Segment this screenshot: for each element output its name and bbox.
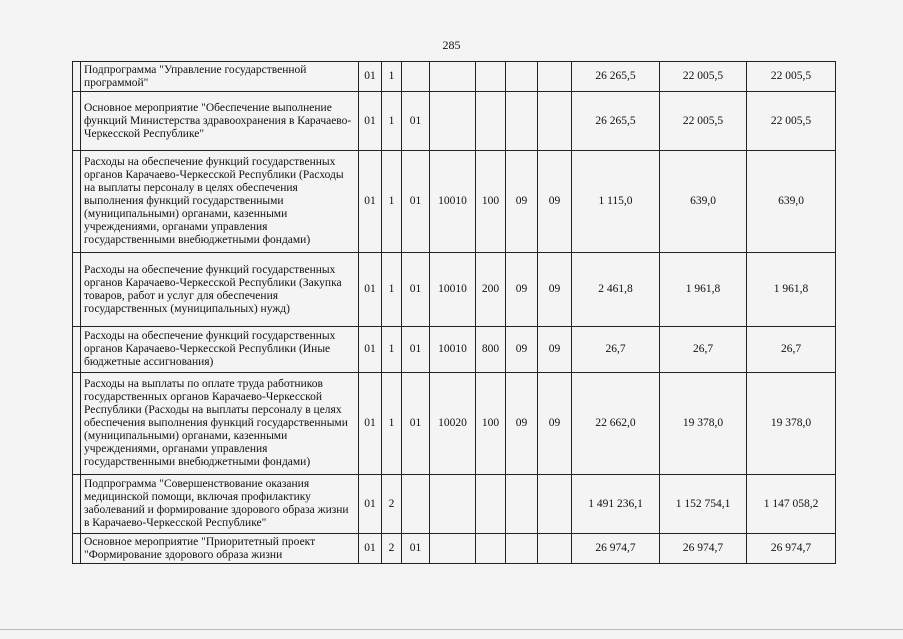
code-cell: [402, 62, 430, 92]
amount-cell: 19 378,0: [660, 373, 747, 475]
table-row: [73, 62, 836, 92]
amount-cell: 22 005,5: [747, 62, 836, 92]
code-cell: 01: [359, 253, 382, 327]
code-cell: 1: [382, 62, 402, 92]
code-cell: [506, 62, 538, 92]
code-cell: 01: [359, 62, 382, 92]
code-cell: [476, 475, 506, 534]
row-description: Основное мероприятие "Обеспечение выполнение функций Министерства здравоохранения в Карачаево-Черкесской Республике": [81, 92, 359, 151]
code-cell: 01: [359, 327, 382, 373]
amount-cell: 639,0: [660, 151, 747, 253]
code-cell: 01: [359, 475, 382, 534]
row-description: Расходы на обеспечение функций государственных органов Карачаево-Черкесской Республики (Закупка товаров, работ и услуг для обеспечения государственных (муниципальных) нужд): [81, 253, 359, 327]
code-cell: 09: [506, 253, 538, 327]
amount-cell: 1 491 236,1: [572, 475, 660, 534]
code-cell: 10010: [430, 327, 476, 373]
table-row: [73, 253, 836, 327]
margin-cell: [73, 92, 81, 151]
code-cell: 200: [476, 253, 506, 327]
table-row: [73, 92, 836, 151]
margin-cell: [73, 62, 81, 92]
code-cell: 100: [476, 373, 506, 475]
amount-cell: 1 961,8: [747, 253, 836, 327]
code-cell: 10010: [430, 253, 476, 327]
code-cell: [538, 534, 572, 564]
table-row: [73, 534, 836, 564]
code-cell: 09: [538, 373, 572, 475]
code-cell: 01: [402, 92, 430, 151]
code-cell: 2: [382, 475, 402, 534]
amount-cell: 26 265,5: [572, 92, 660, 151]
code-cell: 01: [359, 92, 382, 151]
code-cell: [538, 62, 572, 92]
code-cell: 09: [506, 327, 538, 373]
code-cell: 01: [359, 151, 382, 253]
code-cell: [476, 62, 506, 92]
code-cell: [430, 475, 476, 534]
code-cell: 09: [538, 151, 572, 253]
code-cell: [402, 475, 430, 534]
margin-cell: [73, 151, 81, 253]
code-cell: 01: [402, 253, 430, 327]
amount-cell: 26 265,5: [572, 62, 660, 92]
table-row: [73, 151, 836, 253]
table-row: [73, 475, 836, 534]
page-bottom-rule: [0, 629, 903, 630]
row-description: Подпрограмма "Совершенствование оказания медицинской помощи, включая профилактику заболеваний и формирование здорового образа жизни в Карачаево-Черкесской Республике": [81, 475, 359, 534]
code-cell: 01: [402, 151, 430, 253]
amount-cell: 1 152 754,1: [660, 475, 747, 534]
code-cell: 800: [476, 327, 506, 373]
code-cell: [430, 62, 476, 92]
amount-cell: 1 961,8: [660, 253, 747, 327]
row-description: Основное мероприятие "Приоритетный проект "Формирование здорового образа жизни: [81, 534, 359, 564]
code-cell: 1: [382, 373, 402, 475]
amount-cell: 22 005,5: [660, 92, 747, 151]
code-cell: [430, 534, 476, 564]
code-cell: 1: [382, 92, 402, 151]
code-cell: 01: [359, 534, 382, 564]
amount-cell: 26,7: [572, 327, 660, 373]
code-cell: 01: [402, 534, 430, 564]
code-cell: 10010: [430, 151, 476, 253]
code-cell: [476, 92, 506, 151]
code-cell: [430, 92, 476, 151]
amount-cell: 2 461,8: [572, 253, 660, 327]
code-cell: [506, 475, 538, 534]
code-cell: 09: [506, 373, 538, 475]
code-cell: 09: [538, 253, 572, 327]
amount-cell: 26 974,7: [747, 534, 836, 564]
code-cell: 09: [506, 151, 538, 253]
margin-cell: [73, 253, 81, 327]
amount-cell: 19 378,0: [747, 373, 836, 475]
margin-cell: [73, 373, 81, 475]
budget-table: [72, 61, 836, 564]
amount-cell: 639,0: [747, 151, 836, 253]
code-cell: [538, 475, 572, 534]
code-cell: 1: [382, 151, 402, 253]
margin-cell: [73, 327, 81, 373]
code-cell: [506, 92, 538, 151]
amount-cell: 22 662,0: [572, 373, 660, 475]
row-description: Расходы на обеспечение функций государственных органов Карачаево-Черкесской Республики (Расходы на выплаты персоналу в целях обеспечения выполнения функций государственными (муниципальными) органами, казенными учреждениями, органами управления государственными внебюджетными фондами): [81, 151, 359, 253]
amount-cell: 26 974,7: [660, 534, 747, 564]
table-row: [73, 373, 836, 475]
amount-cell: 22 005,5: [747, 92, 836, 151]
code-cell: [506, 534, 538, 564]
code-cell: 2: [382, 534, 402, 564]
row-description: Расходы на обеспечение функций государственных органов Карачаево-Черкесской Республики (Иные бюджетные ассигнования): [81, 327, 359, 373]
amount-cell: 1 115,0: [572, 151, 660, 253]
code-cell: 01: [359, 373, 382, 475]
table-row: [73, 327, 836, 373]
margin-cell: [73, 475, 81, 534]
amount-cell: 26,7: [660, 327, 747, 373]
page-number: 285: [442, 38, 461, 52]
code-cell: 01: [402, 373, 430, 475]
amount-cell: 26 974,7: [572, 534, 660, 564]
amount-cell: 26,7: [747, 327, 836, 373]
code-cell: [538, 92, 572, 151]
code-cell: 1: [382, 253, 402, 327]
row-description: Подпрограмма "Управление государственной программой": [81, 62, 359, 92]
code-cell: 01: [402, 327, 430, 373]
code-cell: 10020: [430, 373, 476, 475]
code-cell: 1: [382, 327, 402, 373]
row-description: Расходы на выплаты по оплате труда работников государственных органов Карачаево-Черкесской Республики (Расходы на выплаты персоналу в целях обеспечения выполнения функций государственными (муниципальными) органами, казенными учреждениями, органами управления государственными внебюджетными фондами): [81, 373, 359, 475]
margin-cell: [73, 534, 81, 564]
amount-cell: 1 147 058,2: [747, 475, 836, 534]
code-cell: 100: [476, 151, 506, 253]
code-cell: [476, 534, 506, 564]
code-cell: 09: [538, 327, 572, 373]
amount-cell: 22 005,5: [660, 62, 747, 92]
